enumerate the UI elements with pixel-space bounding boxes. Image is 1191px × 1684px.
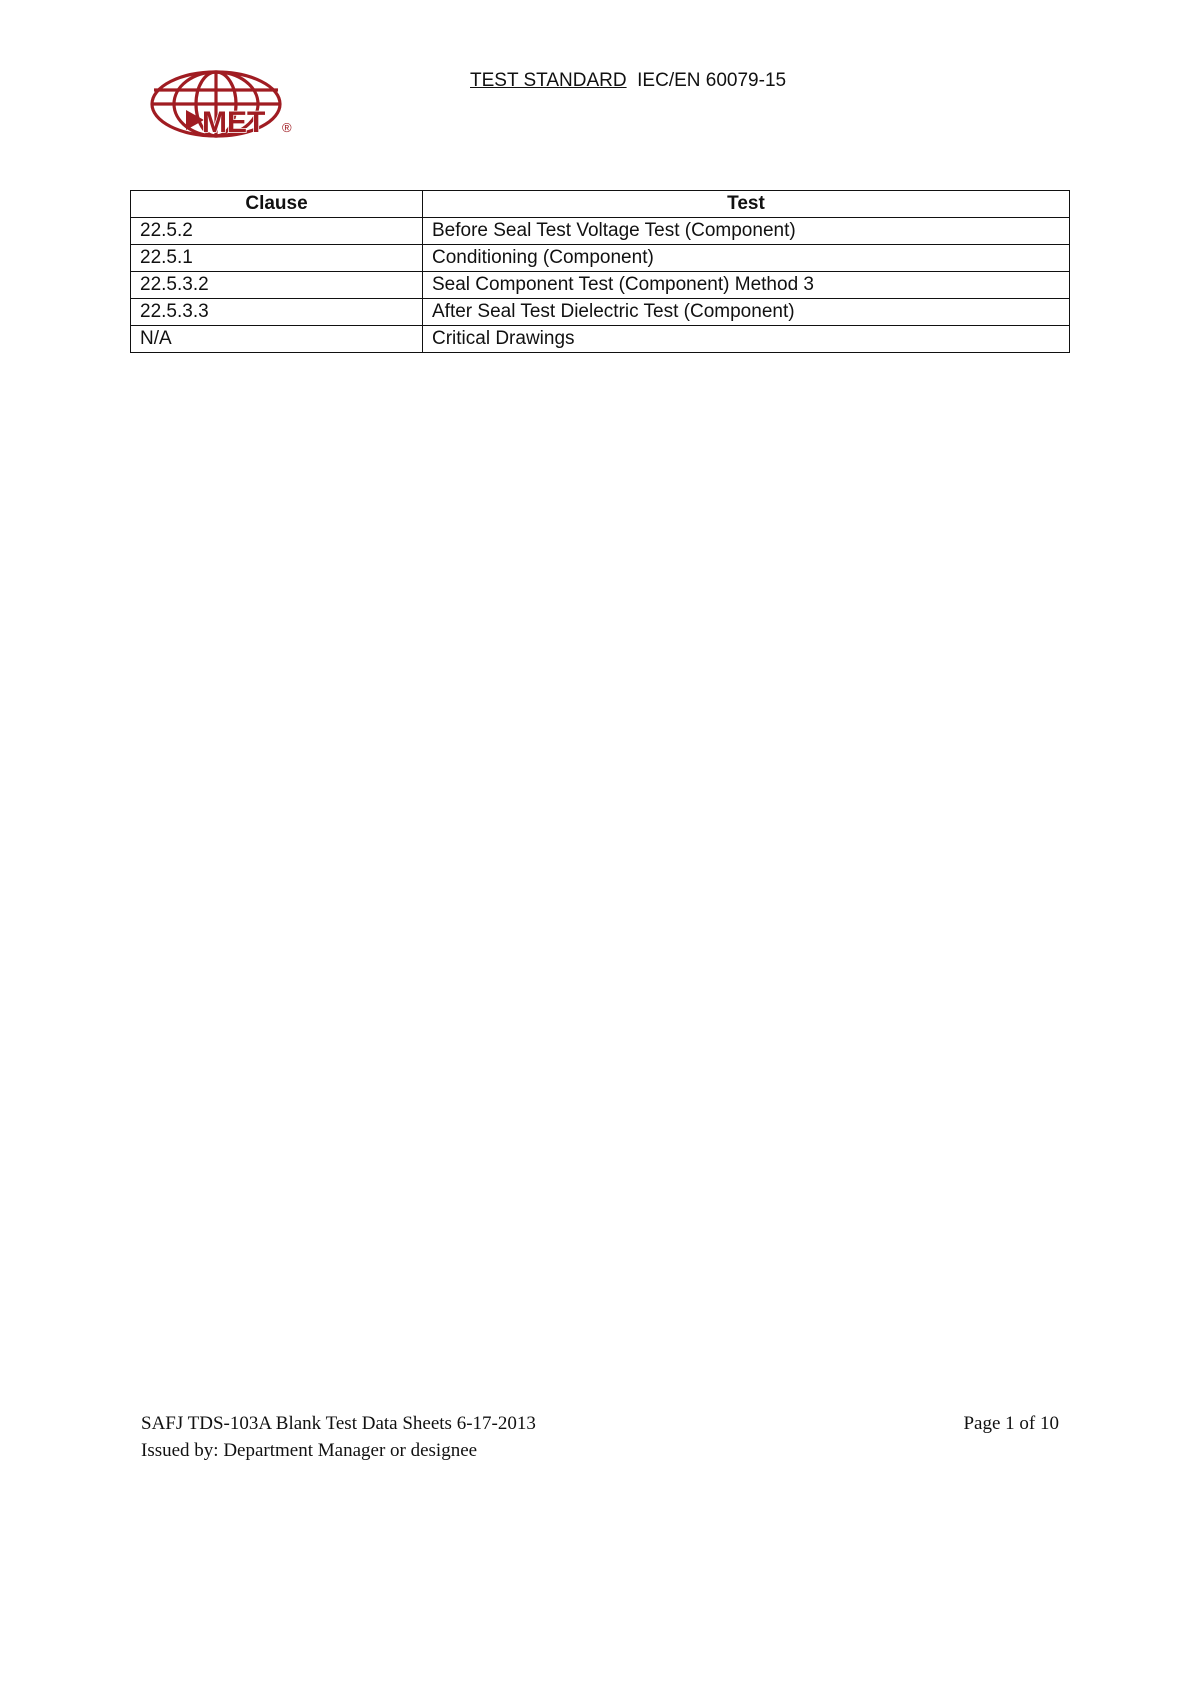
test-cell: Seal Component Test (Component) Method 3: [423, 272, 1070, 299]
test-cell: After Seal Test Dielectric Test (Component): [423, 299, 1070, 326]
clause-cell: 22.5.3.3: [131, 299, 423, 326]
test-standard-value: IEC/EN 60079-15: [637, 70, 787, 91]
logo-registered-mark: ®: [282, 120, 292, 135]
table-header-row: [131, 191, 1070, 218]
table-row: [131, 299, 1070, 326]
test-cell: Before Seal Test Voltage Test (Component): [423, 218, 1070, 245]
clause-cell: 22.5.1: [131, 245, 423, 272]
test-cell: Critical Drawings: [423, 326, 1070, 353]
page-footer: [141, 1410, 1059, 1464]
met-logo: [146, 68, 298, 140]
clause-cell: N/A: [131, 326, 423, 353]
issued-by: Issued by: Department Manager or designee: [141, 1440, 478, 1461]
met-globe-logo-graphic: [146, 68, 298, 140]
test-standard-header: [470, 70, 786, 92]
clause-cell: 22.5.3.2: [131, 272, 423, 299]
table-row: [131, 218, 1070, 245]
column-header-clause: Clause: [131, 191, 423, 218]
clause-cell: 22.5.2: [131, 218, 423, 245]
test-cell: Conditioning (Component): [423, 245, 1070, 272]
logo-text: MET: [202, 106, 266, 139]
page-number: Page 1 of 10: [963, 1413, 1059, 1434]
column-header-test: Test: [423, 191, 1070, 218]
clause-test-table: [130, 190, 1070, 353]
table-row: [131, 245, 1070, 272]
table-row: [131, 272, 1070, 299]
table-row: [131, 326, 1070, 353]
document-id: SAFJ TDS-103A Blank Test Data Sheets 6-17-2013: [141, 1413, 536, 1434]
test-standard-label: TEST STANDARD: [470, 70, 627, 91]
